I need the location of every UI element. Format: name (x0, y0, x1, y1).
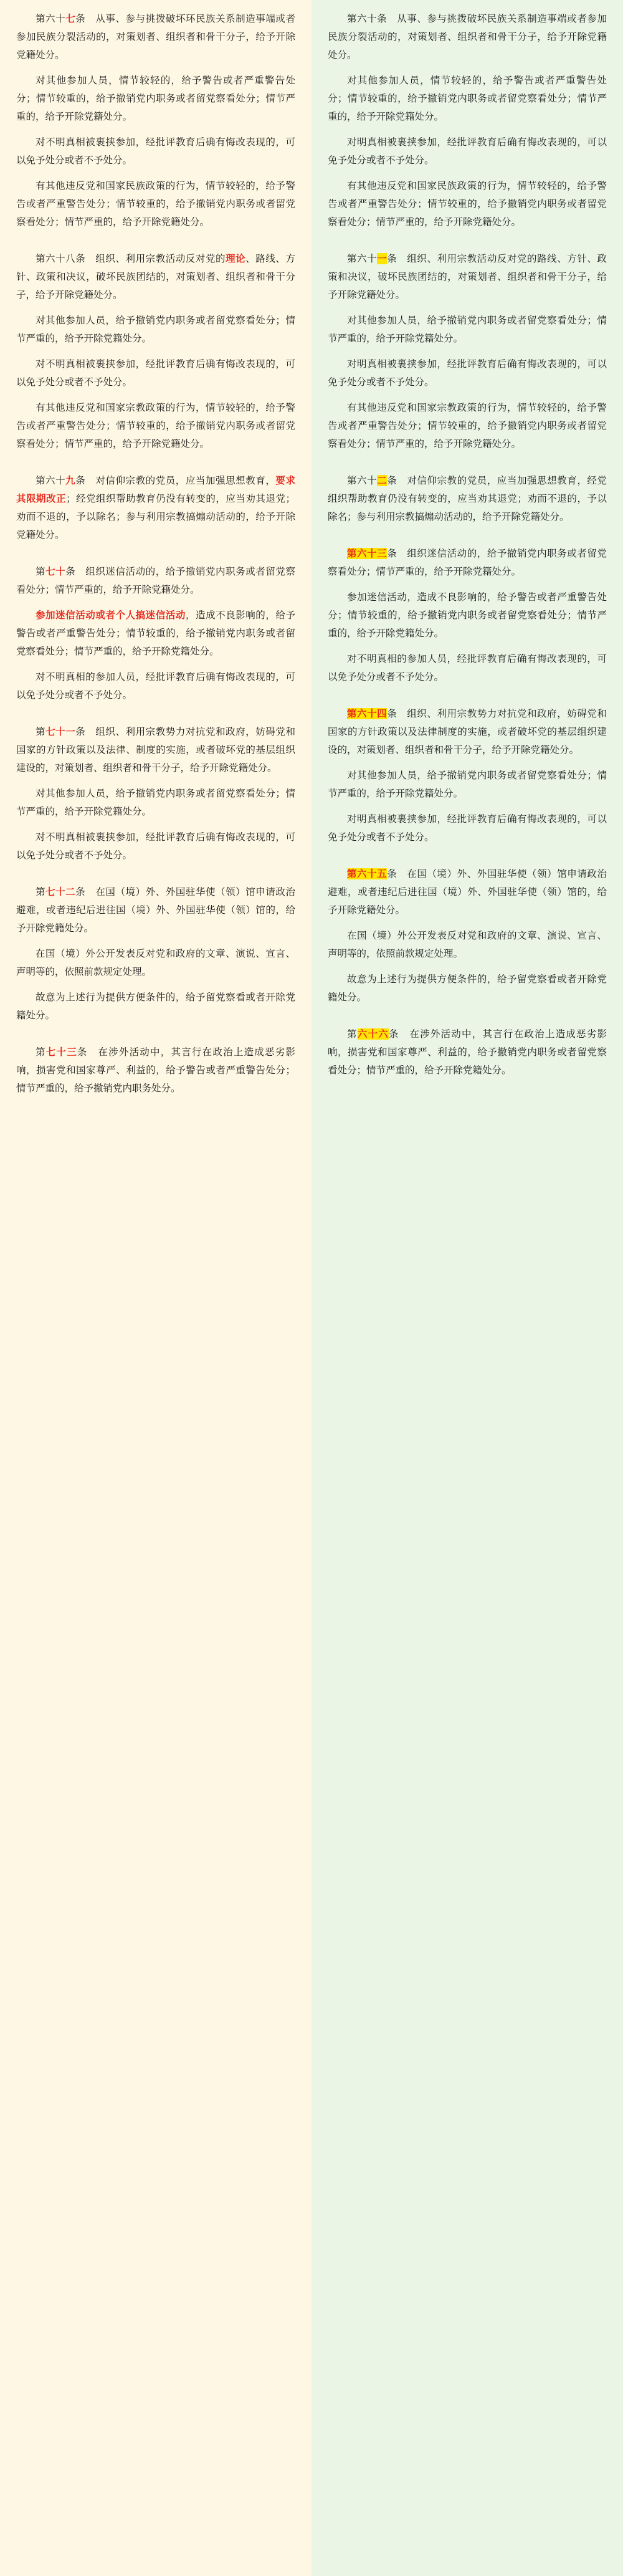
article-paragraph: 对不明真相的参加人员，经批评教育后确有悔改表现的，可以免予处分或者不予处分。 (16, 671, 295, 701)
article-paragraph: 故意为上述行为提供方便条件的，给予留党察看或者开除党籍处分。 (16, 992, 295, 1021)
article-paragraph: 对其他参加人员，给予撤销党内职务或者留党察看处分；情节严重的，给予开除党籍处分。 (328, 315, 607, 344)
article-block (16, 723, 295, 864)
article-paragraph: 第六十七条 从事、参与挑拨破坏环民族关系制造事端或者参加民族分裂活动的，对策划者、组织者和骨干分子，给予开除党籍处分。 (16, 13, 295, 60)
article-paragraph: 在国（境）外公开发表反对党和政府的文章、演说、宣言、声明等的，依照前款规定处理。 (16, 948, 295, 977)
article-number: 第七十三条 (36, 1046, 88, 1058)
article-paragraph: 对其他参加人员，情节较轻的，给予警告或者严重警告处分；情节较重的，给予撤销党内职务或者留党察看处分；情节严重的，给予开除党籍处分。 (328, 75, 607, 122)
article-paragraph: 在国（境）外公开发表反对党和政府的文章、演说、宣言、声明等的，依照前款规定处理。 (328, 930, 607, 959)
article-paragraph: 对明真相被裹挟参加，经批评教育后确有悔改表现的，可以免予处分或者不予处分。 (328, 813, 607, 843)
article-number: 第六十三条 (347, 548, 397, 559)
article-number: 第六十七条 (36, 13, 86, 24)
article-paragraph: 对其他参加人员，情节较轻的，给予警告或者严重警告处分；情节较重的，给予撤销党内职务或者留党察看处分；情节严重的，给予开除党籍处分。 (16, 75, 295, 122)
article-paragraph: 有其他违反党和国家宗教政策的行为，情节较轻的，给予警告或者严重警告处分；情节较重的，给予撤销党内职务或者留党察看处分；情节严重的，给予开除党籍处分。 (328, 402, 607, 449)
article-paragraph: 第七十条 组织迷信活动的，给予撤销党内职务或者留党察看处分；情节严重的，给予开除党籍处分。 (16, 566, 295, 595)
article-block (328, 250, 607, 453)
article-number: 第七十一条 (36, 726, 86, 737)
article-paragraph: 对明真相被裹挟参加，经批评教育后确有悔改表现的，可以免予处分或者不予处分。 (328, 358, 607, 388)
article-paragraph: 第六十六条 在涉外活动中，其言行在政治上造成恶劣影响，损害党和国家尊严、利益的，给予撤销党内职务或者留党察看处分；情节严重的，给予开除党籍处分。 (328, 1028, 607, 1076)
article-paragraph: 参加迷信活动或者个人搞迷信活动，造成不良影响的，给予警告或者严重警告处分；情节较重的，给予撤销党内职务或者留党察看处分；情节严重的，给予开除党籍处分。 (16, 610, 295, 657)
article-number: 第六十八条 (36, 253, 86, 264)
article-paragraph: 第六十条 从事、参与挑拨破坏民族关系制造事端或者参加民族分裂活动的，对策划者、组织者和骨干分子，给予开除党籍处分。 (328, 13, 607, 60)
article-number: 第六十一条 (347, 253, 397, 264)
article-number: 第六十五条 (347, 868, 397, 879)
article-paragraph: 对明真相被裹挟参加，经批评教育后确有悔改表现的，可以免予处分或者不予处分。 (328, 136, 607, 166)
article-paragraph: 第六十九条 对信仰宗教的党员，应当加强思想教育，要求其限期改正；经党组织帮助教育仍没有转变的，应当劝其退党；劝而不退的，予以除名；参与利用宗教搞煽动活动的，给予开除党籍处分。 (16, 475, 295, 540)
article-paragraph: 对不明真相被裹挟参加，经批评教育后确有悔改表现的，可以免予处分或者不予处分。 (16, 136, 295, 166)
article-block (328, 705, 607, 846)
article-paragraph: 有其他违反党和国家民族政策的行为，情节较轻的，给予警告或者严重警告处分；情节较重的，给予撤销党内职务或者留党察看处分；情节严重的，给予开除党籍处分。 (328, 180, 607, 227)
article-paragraph: 对不明真相被裹挟参加，经批评教育后确有悔改表现的，可以免予处分或者不予处分。 (16, 831, 295, 861)
article-block (328, 1025, 607, 1080)
article-number: 第七十二条 (36, 886, 86, 898)
article-paragraph: 第七十二条 在国（境）外、外国驻华使（领）馆申请政治避难，或者违纪后进往国（境）外、外国驻华使（领）馆的，给予开除党籍处分。 (16, 886, 295, 934)
article-block (16, 1043, 295, 1098)
article-number: 第六十四条 (347, 708, 397, 719)
article-paragraph: 第六十三条 组织迷信活动的，给予撤销党内职务或者留党察看处分；情节严重的，给予开除党籍处分。 (328, 548, 607, 577)
article-number: 第六十九条 (36, 475, 86, 486)
article-paragraph: 第七十三条 在涉外活动中，其言行在政治上造成恶劣影响，损害党和国家尊严、利益的，给予警告或者严重警告处分；情节严重的，给予撤销党内职务处分。 (16, 1046, 295, 1094)
article-paragraph: 对不明真相的参加人员，经批评教育后确有悔改表现的，可以免予处分或者不予处分。 (328, 653, 607, 682)
article-block (328, 865, 607, 1007)
article-paragraph: 参加迷信活动，造成不良影响的，给予警告或者严重警告处分；情节较重的，给予撤销党内职务或者留党察看处分；情节严重的，给予开除党籍处分。 (328, 591, 607, 639)
article-block (16, 563, 295, 704)
article-paragraph: 故意为上述行为提供方便条件的，给予留党察看或者开除党籍处分。 (328, 974, 607, 1003)
article-paragraph: 第六十四条 组织、利用宗教势力对抗党和政府，妨碍党和国家的方针政策以及法律制度的实施，或者破坏党的基层组织建设的，对策划者、组织者和骨干分子，给予开除党籍处分。 (328, 708, 607, 755)
article-paragraph: 第六十八条 组织、利用宗教活动反对党的理论、路线、方针、政策和决议，破坏民族团结的，对策划者、组织者和骨干分子，给予开除党籍处分。 (16, 253, 295, 300)
article-paragraph: 第七十一条 组织、利用宗教势力对抗党和政府，妨碍党和国家的方针政策以及法律、制度的实施，或者破坏党的基层组织建设的，对策划者、组织者和骨干分子，给予开除党籍处分。 (16, 726, 295, 773)
article-paragraph: 第六十一条 组织、利用宗教活动反对党的路线、方针、政策和决议，破坏民族团结的，对策划者、组织者和骨干分子，给予开除党籍处分。 (328, 253, 607, 300)
article-block (328, 472, 607, 526)
article-paragraph: 有其他违反党和国家民族政策的行为，情节较轻的，给予警告或者严重警告处分；情节较重的，给予撤销党内职务或者留党察看处分；情节严重的，给予开除党籍处分。 (16, 180, 295, 227)
article-paragraph: 第六十二条 对信仰宗教的党员，应当加强思想教育，经党组织帮助教育仍没有转变的，应当劝其退党；劝而不退的，予以除名；参与利用宗教搞煽动活动的，给予开除党籍处分。 (328, 475, 607, 522)
article-paragraph: 对不明真相被裹挟参加，经批评教育后确有悔改表现的，可以免予处分或者不予处分。 (16, 358, 295, 388)
article-paragraph: 第六十五条 在国（境）外、外国驻华使（领）馆申请政治避难，或者违纪后进往国（境）外、外国驻华使（领）馆的，给予开除党籍处分。 (328, 868, 607, 916)
article-block (16, 250, 295, 453)
article-block (328, 545, 607, 686)
column-revised (312, 0, 623, 2576)
article-paragraph: 对其他参加人员，给予撤销党内职务或者留党察看处分；情节严重的，给予开除党籍处分。 (328, 770, 607, 799)
article-block (16, 472, 295, 544)
article-paragraph: 有其他违反党和国家宗教政策的行为，情节较轻的，给予警告或者严重警告处分；情节较重的，给予撤销党内职务或者留党察看处分；情节严重的，给予开除党籍处分。 (16, 402, 295, 449)
article-number: 第七十条 (36, 566, 76, 577)
article-block (16, 10, 295, 231)
article-block (16, 883, 295, 1025)
article-paragraph: 对其他参加人员，给予撤销党内职务或者留党察看处分；情节严重的，给予开除党籍处分。 (16, 315, 295, 344)
article-number: 第六十六条 (347, 1028, 399, 1040)
article-block (328, 10, 607, 231)
article-paragraph: 对其他参加人员，给予撤销党内职务或者留党察看处分；情节严重的，给予开除党籍处分。 (16, 788, 295, 817)
article-number: 第六十二条 (347, 475, 397, 486)
